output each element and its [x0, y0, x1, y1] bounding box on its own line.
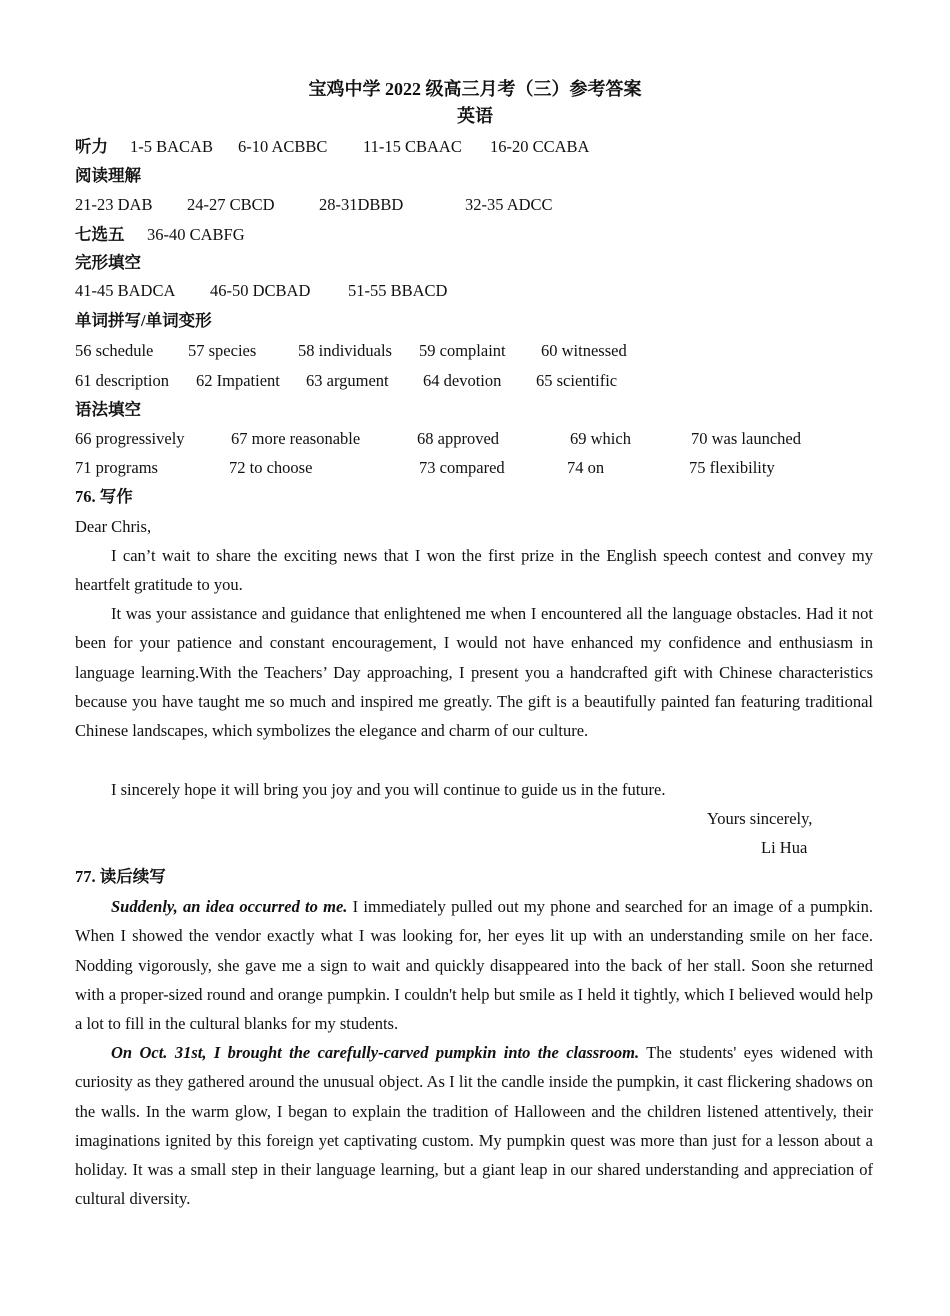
- subject-title: 英语: [457, 106, 493, 126]
- letter-closing: Yours sincerely,: [707, 809, 813, 828]
- spelling-answer-60: 60 witnessed: [541, 341, 627, 360]
- spelling-answer-59: 59 complaint: [419, 341, 506, 360]
- letter-paragraph-3: I sincerely hope it will bring you joy and you will continue to guide us in the future.: [111, 780, 666, 799]
- spelling-answer-58: 58 individuals: [298, 341, 392, 360]
- cloze-answer-3: 51-55 BBACD: [348, 281, 448, 300]
- grammar-answer-72: 72 to choose: [229, 458, 313, 477]
- grammar-label: 语法填空: [75, 400, 141, 419]
- listening-answer-2: 6-10 ACBBC: [238, 137, 328, 156]
- cloze-answer-2: 46-50 DCBAD: [210, 281, 311, 300]
- writing-label: 76. 写作: [75, 487, 133, 506]
- grammar-answer-71: 71 programs: [75, 458, 158, 477]
- paragraph-1-lead-sentence: Suddenly, an idea occurred to me.: [111, 897, 348, 916]
- paragraph-2-lead-sentence: On Oct. 31st, I brought the carefully-carved pumpkin into the classroom.: [111, 1043, 640, 1062]
- grammar-answer-67: 67 more reasonable: [231, 429, 361, 448]
- spelling-answer-62: 62 Impatient: [196, 371, 280, 390]
- spelling-answer-61: 61 description: [75, 371, 169, 390]
- cloze-answer-1: 41-45 BADCA: [75, 281, 176, 300]
- seven-five-answer: 36-40 CABFG: [147, 225, 245, 244]
- paragraph-2-body: The students' eyes widened with curiosity as they gathered around the unusual object. As I lit the candle inside the pumpkin, it cast flickering shadows on the walls. In the warm glow, I began to explain the tradition of Halloween and the children listened attentively, their imaginations ignited by this foreign yet captivating custom. My pumpkin quest was more than just for a lesson about a holiday. It was a small step in their language learning, but a giant leap in our shared understanding and appreciation of cultural diversity.: [75, 1043, 874, 1209]
- letter-paragraph-2: It was your assistance and guidance that enlightened me when I encountered all the language obstacles. Had it not been for your patience and constant encouragement, I would not have enhanced my confidence and enthusiasm in language learning.With the Teachers’ Day approaching, I present you a handcrafted gift with Chinese characteristics because you have taught me so much and inspired me greatly. The gift is a beautifully painted fan featuring traditional Chinese landscapes, which symbolizes the elegance and charm of our culture.: [75, 604, 873, 741]
- letter-salutation: Dear Chris,: [75, 517, 152, 536]
- continuation-paragraph-1: [75, 892, 873, 1038]
- grammar-answer-68: 68 approved: [417, 429, 500, 448]
- cloze-label: 完形填空: [75, 253, 141, 272]
- listening-answer-4: 16-20 CCABA: [490, 137, 590, 156]
- seven-five-label: 七选五: [75, 225, 125, 244]
- reading-answer-2: 24-27 CBCD: [187, 195, 275, 214]
- spelling-label: 单词拼写/单词变形: [75, 311, 212, 330]
- grammar-answer-69: 69 which: [570, 429, 631, 448]
- reading-answer-4: 32-35 ADCC: [465, 195, 553, 214]
- continuation-paragraph-2: [75, 1038, 873, 1214]
- spelling-answer-64: 64 devotion: [423, 371, 502, 390]
- letter-signature: Li Hua: [761, 838, 808, 857]
- spelling-answer-63: 63 argument: [306, 371, 389, 390]
- reading-answer-3: 28-31DBBD: [319, 195, 404, 214]
- grammar-answer-75: 75 flexibility: [689, 458, 775, 477]
- listening-label: 听力: [75, 137, 108, 156]
- reading-label: 阅读理解: [75, 166, 141, 185]
- spelling-answer-65: 65 scientific: [536, 371, 618, 390]
- grammar-answer-70: 70 was launched: [691, 429, 801, 448]
- continuation-label: 77. 读后续写: [75, 867, 166, 886]
- listening-answer-1: 1-5 BACAB: [130, 137, 213, 156]
- letter-paragraph-1: I can’t wait to share the exciting news that I won the first prize in the English speech contest and convey my heartfelt gratitude to you.: [75, 546, 873, 595]
- grammar-answer-74: 74 on: [567, 458, 605, 477]
- spelling-answer-56: 56 schedule: [75, 341, 154, 360]
- grammar-answer-73: 73 compared: [419, 458, 505, 477]
- listening-answer-3: 11-15 CBAAC: [363, 137, 462, 156]
- page-title: 宝鸡中学 2022 级高三月考（三）参考答案: [308, 79, 642, 99]
- paragraph-1-body: I immediately pulled out my phone and searched for an image of a pumpkin. When I showed the vendor exactly what I was looking for, her eyes lit up with an understanding smile on her face. Nodding vigorously, she gave me a sign to wait and quickly disappeared into the back of her stall. Soon she returned with a proper-sized round and orange pumpkin. I couldn't help but smile as I held it tightly, which I believed would help a lot to fill in the cultural blanks for my students.: [75, 897, 873, 1034]
- spelling-answer-57: 57 species: [188, 341, 257, 360]
- reading-answer-1: 21-23 DAB: [75, 195, 153, 214]
- grammar-answer-66: 66 progressively: [75, 429, 185, 448]
